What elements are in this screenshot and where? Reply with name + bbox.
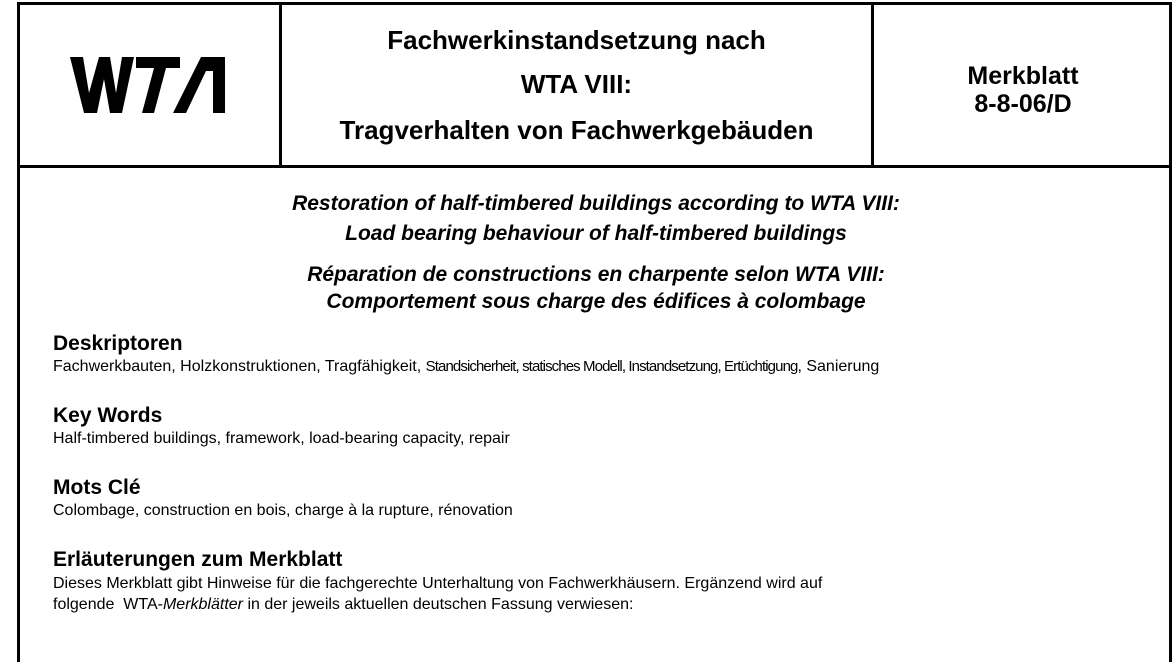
deskriptoren-text-part-3: , Sanierung xyxy=(797,358,880,375)
wta-logo xyxy=(70,57,225,113)
erlaeuterungen-line-2-suffix: in der jeweils aktuellen deutschen Fassung verwiesen: xyxy=(243,596,634,613)
erlaeuterungen-line-2-prefix: folgende WTA- xyxy=(53,596,163,613)
logo-cell xyxy=(20,5,282,165)
document-type: Merkblatt xyxy=(967,62,1079,90)
deskriptoren-text xyxy=(53,358,879,376)
english-title-line-1: Restoration of half-timbered buildings according to WTA VIII: xyxy=(292,192,900,215)
erlaeuterungen-line-2 xyxy=(53,596,633,614)
mots-cle-text: Colombage, construction en bois, charge à la rupture, rénovation xyxy=(53,502,513,519)
document-number: 8-8-06/D xyxy=(974,90,1072,118)
mots-cle-heading: Mots Clé xyxy=(53,476,141,499)
erlaeuterungen-line-1: Dieses Merkblatt gibt Hinweise für die fachgerechte Unterhaltung von Fachwerkhäusern. Ergänzend wird auf xyxy=(53,575,823,592)
title-line-2: WTA VIII: xyxy=(520,69,633,99)
deskriptoren-heading: Deskriptoren xyxy=(53,332,183,355)
deskriptoren-text-part-2: Standsicherheit, statisches Modell, Instandsetzung, Ertüchtigung xyxy=(425,358,798,375)
header-table xyxy=(20,5,1172,168)
key-words-text: Half-timbered buildings, framework, load-bearing capacity, repair xyxy=(53,430,510,447)
code-cell xyxy=(874,5,1172,165)
merkblaetter-emphasis: Merkblätter xyxy=(162,596,243,613)
french-title-line-1: Réparation de constructions en charpente selon WTA VIII: xyxy=(307,263,885,286)
title-line-3: Tragverhalten von Fachwerkgebäuden xyxy=(339,115,814,145)
title-line-1: Fachwerkinstandsetzung nach xyxy=(387,25,766,55)
english-title-line-2: Load bearing behaviour of half-timbered buildings xyxy=(345,222,847,245)
title-cell xyxy=(282,5,874,165)
document-frame xyxy=(17,2,1172,662)
deskriptoren-text-part-1: Fachwerkbauten, Holzkonstruktionen, Tragfähigkeit, xyxy=(53,358,426,375)
key-words-heading: Key Words xyxy=(53,404,163,427)
erlaeuterungen-heading: Erläuterungen zum Merkblatt xyxy=(53,548,343,571)
french-title-line-2: Comportement sous charge des édifices à colombage xyxy=(326,290,866,313)
